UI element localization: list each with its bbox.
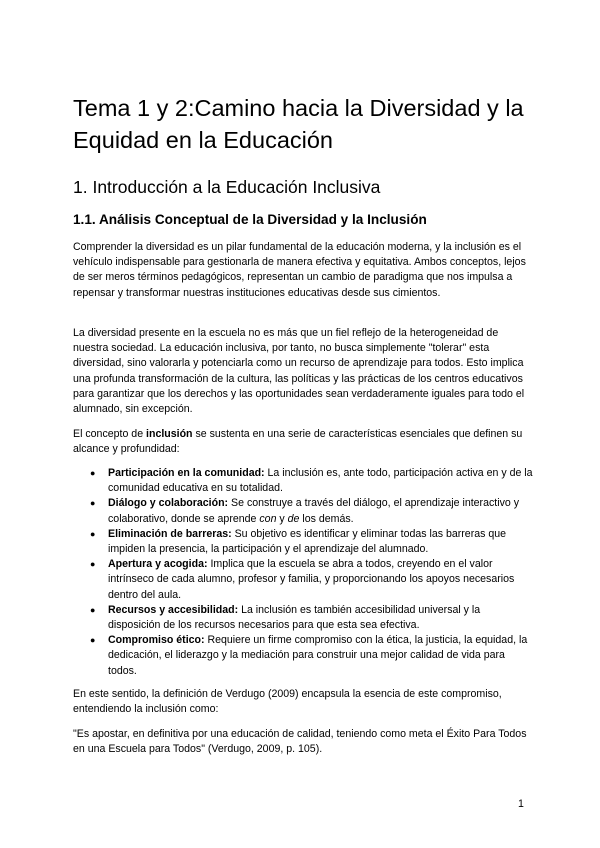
list-item-text: La inclusión es, ante todo, participación activa en y de la comunidad educativa en su totalidad. (108, 467, 533, 495)
list-item-text: Su objetivo es identificar y eliminar todas las barreras que impiden la presencia, la participación y el aprendizaje del alumnado. (108, 527, 507, 556)
list-item-title: Diálogo y colaboración: (108, 497, 229, 510)
list-item (73, 466, 533, 496)
inclusion-rest-text: se sustenta en una serie de características esenciales que definen su alcance y profundidad: (73, 428, 523, 456)
bullet-icon: ● (90, 498, 96, 509)
paragraph-intro: Comprender la diversidad es un pilar fundamental de la educación moderna, y la inclusión es el vehículo indispensable para gestionarla de manera efectiva y equitativa. Ambos conceptos, lejos de ser meros términos pedagógicos, representan un cambio de paradigma que nos impulsa a repensar y transformar nuestras instituciones educativas desde sus cimientos. (73, 241, 526, 299)
list-item-text: Se construye a través del diálogo, el aprendizaje interactivo y colaborativo, donde se aprende (108, 497, 519, 525)
section-heading: 1. Introducción a la Educación Inclusiva (73, 177, 381, 197)
list-item-emphasis: con (259, 512, 277, 525)
paragraph-diversity: La diversidad presente en la escuela no es más que un fiel reflejo de la heterogeneidad de nuestra sociedad. La educación inclusiva, por tanto, no busca simplemente "tolerar" esta diversidad, sino valorarla y potenciarla como un recurso de aprendizaje para todos. Esto implica una profunda transformación de la cultura, las políticas y las prácticas de los centros educativos para garantizar que los derechos y las oportunidades sean verdaderamente iguales para todo el alumnado, sin excepción. (73, 327, 525, 416)
bullet-icon: ● (90, 468, 96, 478)
list-item (73, 527, 533, 557)
list-item (73, 496, 533, 526)
list-item (73, 557, 533, 603)
list-item-text: los demás. (299, 512, 354, 525)
list-item-text: y (276, 512, 288, 525)
list-item-text: Requiere un firme compromiso con la ética, la justicia, la equidad, la dedicación, el liderazgo y la mediación para construir una mejor calidad de vida para todos. (108, 634, 528, 677)
list-item (73, 633, 533, 679)
inclusion-term: inclusión (146, 428, 193, 440)
bullet-icon: ● (90, 559, 96, 570)
list-item-title: Eliminación de barreras: (108, 527, 232, 540)
inclusion-intro-text: El concepto de (73, 428, 147, 440)
list-item-title: Recursos y accesibilidad: (108, 603, 239, 616)
bullet-icon: ● (90, 635, 96, 646)
subsection-heading: 1.1. Análisis Conceptual de la Diversidad y la Inclusión (73, 212, 427, 227)
quote: "Es apostar, en definitiva por una educación de calidad, teniendo como meta el Éxito Para Todos en una Escuela para Todos" (Verdugo, 2009, p. 105). (73, 728, 527, 756)
list-item-title: Participación en la comunidad: (108, 467, 265, 479)
list-item-text: La inclusión es también accesibilidad universal y la disposición de los recursos necesarios para que esta sea efectiva. (108, 603, 481, 632)
characteristics-list (73, 466, 533, 679)
page-title: Tema 1 y 2:Camino hacia la Diversidad y la Equidad en la Educación (73, 95, 524, 153)
bullet-icon: ● (90, 604, 96, 615)
list-item-title: Apertura y acogida: (108, 558, 208, 571)
bullet-icon: ● (90, 528, 96, 539)
list-item-text: Implica que la escuela se abra a todos, creyendo en el valor intrínseco de cada alumno, profesor y familia, y proporcionando los apoyos necesarios dentro del aula. (108, 558, 515, 601)
list-item-title: Compromiso ético: (108, 634, 205, 647)
list-item-emphasis: de (287, 512, 300, 525)
page-number: 1 (518, 798, 524, 810)
list-item (73, 603, 533, 633)
paragraph-verdugo: En este sentido, la definición de Verdugo (2009) encapsula la esencia de este compromiso, entendiendo la inclusión como: (73, 688, 502, 716)
paragraph-inclusion-concept (73, 427, 531, 457)
